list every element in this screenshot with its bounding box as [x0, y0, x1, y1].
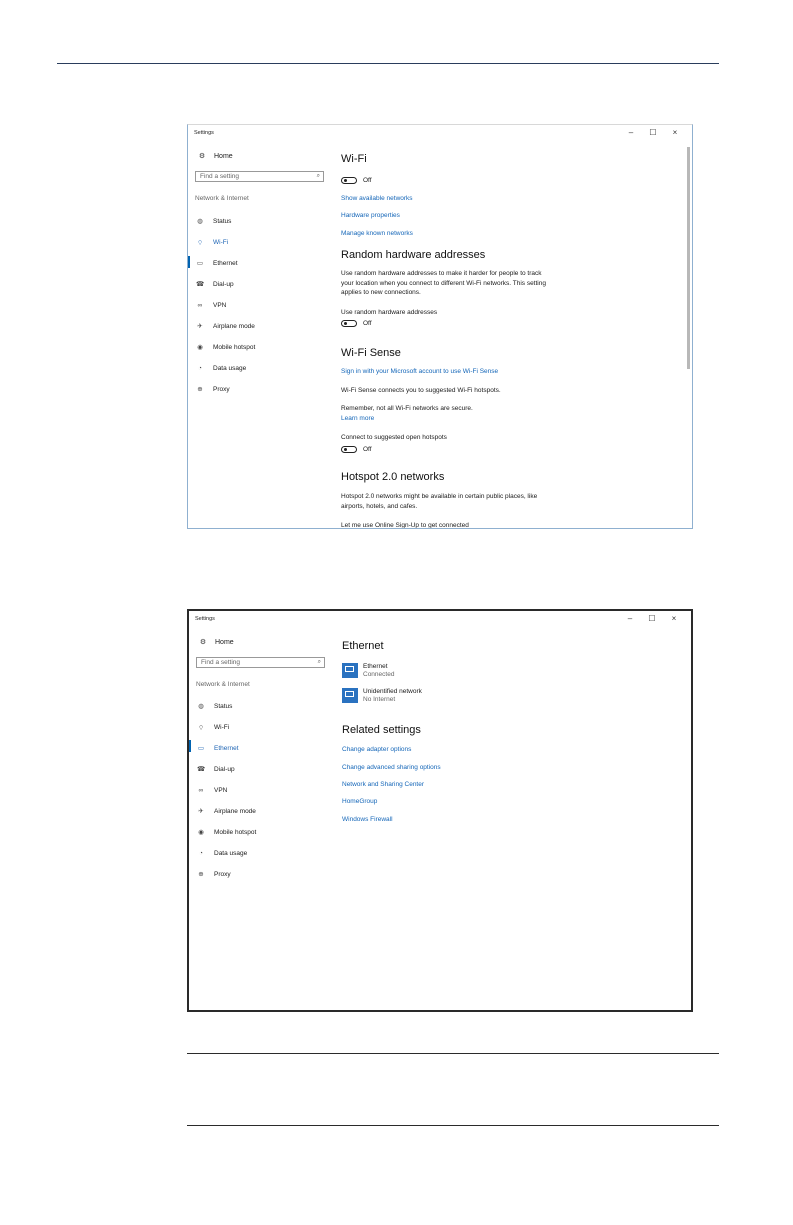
show-available-networks-link[interactable]: Show available networks: [341, 195, 413, 202]
sidebar-item-label: VPN: [213, 301, 227, 309]
home-nav-item[interactable]: [196, 152, 233, 160]
online-signup-label: Let me use Online Sign-Up to get connected: [341, 522, 469, 529]
scrollbar[interactable]: [687, 147, 690, 369]
sidebar-item-data-usage[interactable]: [195, 363, 246, 373]
search-icon: ⌕: [317, 659, 321, 665]
wifi-icon: ⌔: [196, 239, 204, 247]
random-addresses-label: Use random hardware addresses: [341, 309, 438, 316]
window-controls: [620, 128, 686, 138]
sidebar-item-label: Wi-Fi: [214, 723, 230, 731]
ethernet-content: [342, 631, 681, 1010]
sidebar-item-label: VPN: [214, 786, 228, 794]
sidebar-item-label: Proxy: [214, 870, 231, 878]
close-button[interactable]: ×: [671, 614, 677, 623]
settings-window-ethernet: [187, 609, 693, 1012]
window-title: Settings: [194, 130, 214, 136]
network-status: No Internet: [363, 696, 396, 703]
network-status: Connected: [363, 671, 395, 678]
learn-more-link[interactable]: Learn more: [341, 415, 375, 422]
sidebar-item-ethernet[interactable]: [195, 258, 238, 268]
dialup-icon: ☎: [196, 766, 206, 773]
hotspot-icon: ◉: [198, 829, 204, 836]
hotspot-heading: Hotspot 2.0 networks: [341, 471, 445, 483]
maximize-button[interactable]: ☐: [648, 614, 656, 623]
search-input[interactable]: [195, 171, 324, 182]
sidebar-item-dialup[interactable]: [195, 279, 234, 289]
window-title: Settings: [195, 616, 215, 622]
homegroup-link[interactable]: HomeGroup: [342, 798, 378, 805]
sidebar-item-label: Airplane mode: [213, 322, 255, 330]
sidebar-item-label: Data usage: [214, 849, 248, 857]
close-button[interactable]: ×: [672, 128, 678, 137]
wifi-content: [341, 145, 682, 528]
sidebar-item-label: Dial-up: [213, 280, 234, 288]
page-title: Wi-Fi: [341, 153, 367, 165]
ethernet-icon: ▭: [197, 745, 205, 752]
random-addresses-toggle[interactable]: [341, 320, 372, 327]
page-title: Ethernet: [342, 640, 384, 652]
minimize-button[interactable]: –: [627, 614, 633, 623]
sidebar: [188, 145, 328, 528]
footer-rule-top: [187, 1053, 719, 1054]
maximize-button[interactable]: ☐: [649, 128, 657, 137]
vpn-icon: ∞: [197, 301, 203, 309]
change-adapter-options-link[interactable]: Change adapter options: [342, 746, 412, 753]
proxy-globe-icon: ⊕: [198, 871, 204, 878]
footer-rule-bottom: [187, 1125, 719, 1126]
sidebar-item-data-usage[interactable]: [196, 848, 247, 858]
wifi-icon: ⌔: [197, 724, 205, 732]
search-placeholder: Find a setting: [201, 659, 241, 666]
proxy-globe-icon: ⊕: [197, 386, 203, 393]
vpn-icon: ∞: [198, 786, 204, 794]
random-addresses-description: Use random hardware addresses to make it harder for people to track your location when you connect to different Wi-Fi networks. This setting applies to new connections.: [341, 270, 546, 296]
connect-open-hotspots-toggle[interactable]: [341, 446, 372, 453]
window-controls: [619, 614, 685, 624]
network-adapter-icon: [342, 688, 358, 703]
network-item-unidentified[interactable]: [342, 688, 422, 704]
toggle-state: Off: [363, 446, 372, 453]
header-rule: [57, 63, 719, 64]
active-indicator: [189, 740, 191, 752]
network-name: Ethernet: [363, 663, 388, 670]
hotspot-description: Hotspot 2.0 networks might be available in certain public places, like airports, hotels, and cafes.: [341, 493, 538, 510]
sidebar-item-label: Status: [213, 217, 232, 225]
airplane-icon: ✈: [197, 323, 203, 330]
ethernet-icon: ▭: [196, 260, 204, 267]
minimize-button[interactable]: –: [628, 128, 634, 137]
title-bar: [189, 611, 691, 631]
sidebar-item-vpn[interactable]: [196, 785, 227, 795]
sidebar-item-label: Airplane mode: [214, 807, 256, 815]
sidebar-item-hotspot[interactable]: [196, 827, 256, 837]
sidebar-item-status[interactable]: [196, 701, 232, 711]
home-label: Home: [215, 638, 234, 646]
sidebar-item-wifi[interactable]: [196, 722, 229, 732]
network-text: [363, 688, 422, 704]
home-nav-item[interactable]: [197, 638, 234, 646]
toggle-state: Off: [363, 177, 372, 184]
sidebar-item-label: Ethernet: [214, 744, 239, 752]
sidebar-item-hotspot[interactable]: [195, 342, 255, 352]
data-usage-icon: ◔: [199, 849, 203, 857]
network-item-ethernet[interactable]: [342, 663, 394, 679]
active-indicator: [188, 256, 190, 268]
globe-status-icon: ◍: [198, 703, 204, 710]
search-icon: ⌕: [316, 173, 320, 179]
search-input[interactable]: [196, 657, 325, 668]
title-bar: [188, 125, 692, 145]
dialup-icon: ☎: [195, 281, 205, 288]
sidebar-item-label: Status: [214, 702, 233, 710]
home-label: Home: [214, 152, 233, 160]
hotspot-icon: ◉: [197, 344, 203, 351]
data-usage-icon: ◔: [198, 364, 202, 372]
section-heading: Network & Internet: [196, 681, 250, 688]
windows-firewall-link[interactable]: Windows Firewall: [342, 816, 393, 823]
wifi-sense-remember: Remember, not all Wi-Fi networks are secure.: [341, 405, 473, 412]
sidebar-item-airplane[interactable]: [195, 321, 255, 331]
wifi-toggle[interactable]: [341, 177, 372, 184]
sidebar-item-vpn[interactable]: [195, 300, 226, 310]
sidebar-item-airplane[interactable]: [196, 806, 256, 816]
network-name: Unidentified network: [363, 688, 422, 695]
network-adapter-icon: [342, 663, 358, 678]
sign-in-microsoft-link[interactable]: Sign in with your Microsoft account to use Wi-Fi Sense: [341, 368, 499, 375]
gear-icon: ⚙: [199, 639, 207, 646]
connect-open-hotspots-label: Connect to suggested open hotspots: [341, 434, 447, 441]
network-text: [363, 663, 394, 679]
search-placeholder: Find a setting: [200, 173, 240, 180]
sidebar-item-label: Mobile hotspot: [213, 343, 256, 351]
sidebar-item-wifi[interactable]: [195, 237, 228, 247]
wifi-sense-heading: Wi-Fi Sense: [341, 347, 401, 359]
section-heading: Network & Internet: [195, 195, 249, 202]
wifi-sense-description: Wi-Fi Sense connects you to suggested Wi-Fi hotspots.: [341, 387, 501, 394]
sidebar-item-label: Data usage: [213, 364, 247, 372]
sidebar: [189, 631, 329, 1010]
sidebar-item-status[interactable]: [195, 216, 231, 226]
toggle-switch[interactable]: [341, 446, 357, 453]
hardware-properties-link[interactable]: Hardware properties: [341, 212, 400, 219]
toggle-state: Off: [363, 320, 372, 327]
sidebar-item-ethernet[interactable]: [196, 743, 239, 753]
sidebar-item-label: Proxy: [213, 385, 230, 393]
sidebar-item-label: Wi-Fi: [213, 238, 229, 246]
toggle-switch[interactable]: [341, 320, 357, 327]
sidebar-item-label: Mobile hotspot: [214, 828, 257, 836]
sidebar-item-label: Dial-up: [214, 765, 235, 773]
change-advanced-sharing-link[interactable]: Change advanced sharing options: [342, 764, 441, 771]
globe-status-icon: ◍: [197, 218, 203, 225]
manage-known-networks-link[interactable]: Manage known networks: [341, 230, 413, 237]
toggle-switch[interactable]: [341, 177, 357, 184]
sidebar-item-proxy[interactable]: [195, 384, 230, 394]
airplane-icon: ✈: [198, 808, 204, 815]
gear-icon: ⚙: [198, 153, 206, 160]
related-settings-heading: Related settings: [342, 724, 421, 736]
random-addresses-heading: Random hardware addresses: [341, 249, 486, 261]
sidebar-item-dialup[interactable]: [196, 764, 235, 774]
sidebar-item-proxy[interactable]: [196, 869, 231, 879]
sidebar-item-label: Ethernet: [213, 259, 238, 267]
network-sharing-center-link[interactable]: Network and Sharing Center: [342, 781, 425, 788]
settings-window-wifi: [187, 124, 693, 529]
